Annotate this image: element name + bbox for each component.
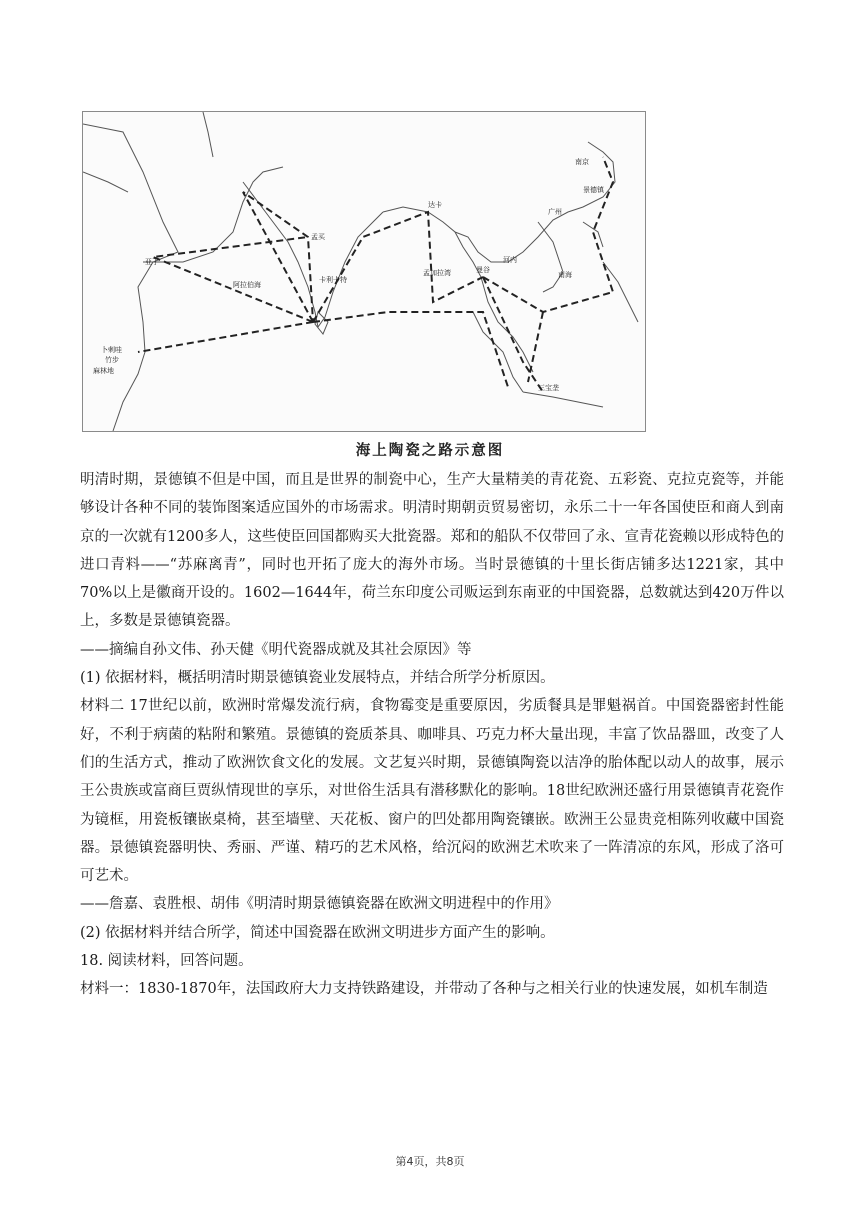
label-zhubu: 竹步 <box>105 356 119 364</box>
label-aden: 亚丁 <box>145 258 159 266</box>
label-mengmai: 孟买 <box>311 233 325 241</box>
label-calicut: 卡利卡特 <box>319 276 347 284</box>
trade-routes <box>138 157 613 392</box>
label-malindi: 麻林地 <box>93 367 114 375</box>
label-south-sea: 南海 <box>558 271 572 279</box>
label-nanjing: 南京 <box>575 158 589 166</box>
label-mogadishu: 卜剌哇 <box>101 346 122 354</box>
paragraph-material-one: 明清时期，景德镇不但是中国，而且是世界的制瓷中心，生产大量精美的青花瓷、五彩瓷、克拉克瓷等，并能够设计各种不同的装饰图案适应国外的市场需求。明清时期朝贡贸易密切，永乐二十一年各国使臣和商人到南京的一次就有1200多人，这些使臣回国都购买大批瓷器。郑和的船队不仅带回了永、宣青花瓷赖以形成特色的进口青料——“苏麻离青”，同时也开拓了庞大的海外市场。当时景德镇的十里长街店铺多达1221家，其中70%以上是徽商开设的。1602—1644年，荷兰东印度公司贩运到东南亚的中国瓷器，总数就达到420万件以上，多数是景德镇瓷器。 <box>80 472 784 630</box>
question-two: (2) 依据材料并结合所学，简述中国瓷器在欧洲文明进步方面产生的影响。 <box>80 924 555 941</box>
sea-porcelain-route-map <box>82 111 646 432</box>
label-daka: 达卡 <box>428 201 442 209</box>
paragraph-18-material-one: 材料一：1830-1870年，法国政府大力支持铁路建设，并带动了各种与之相关行业的快速发展，如机车制造 <box>80 981 768 998</box>
label-guangzhou: 广州 <box>548 208 562 216</box>
label-bay-of-bengal: 孟加拉湾 <box>423 269 451 277</box>
map-svg <box>83 112 645 431</box>
label-hanoi: 河内 <box>503 256 517 264</box>
label-sanbaolong: 三宝垄 <box>538 384 559 392</box>
citation-two: ——詹嘉、袁胜根、胡伟《明清时期景德镇瓷器在欧洲文明进程中的作用》 <box>80 896 559 913</box>
question-one: (1) 依据材料，概括明清时期景德镇瓷业发展特点，并结合所学分析原因。 <box>80 670 555 687</box>
label-arabian-sea: 阿拉伯海 <box>233 281 261 289</box>
paragraph-material-two: 材料二 17世纪以前，欧洲时常爆发流行病，食物霉变是重要原因，劣质餐具是罪魁祸首。中国瓷器密封性能好，不利于病菌的粘附和繁殖。景德镇的瓷质茶具、咖啡具、巧克力杯大量出现，丰富了饮品器皿，改变了人们的生活方式，推动了欧洲饮食文化的发展。文艺复兴时期，景德镇陶瓷以洁净的胎体配以动人的故事，展示王公贵族或富商巨贾纵情现世的享乐，对世俗生活具有潜移默化的影响。18世纪欧洲还盛行用景德镇青花瓷作为镜框，用瓷板镶嵌桌椅，甚至墙壁、天花板、窗户的凹处都用陶瓷镶嵌。欧洲王公显贵竞相陈列收藏中国瓷器。景德镇瓷器明快、秀丽、严谨、精巧的艺术风格，给沉闷的欧洲艺术吹来了一阵清凉的东风，形成了洛可可艺术。 <box>80 698 784 885</box>
label-jingdezhen: 景德镇 <box>583 186 604 194</box>
citation-one: ——摘编自孙文伟、孙天健《明代瓷器成就及其社会原因》等 <box>80 641 472 658</box>
map-caption: 海上陶瓷之路示意图 <box>355 443 505 459</box>
page-footer: 第4页，共8页 <box>395 1155 465 1168</box>
label-bangkok: 曼谷 <box>476 266 490 274</box>
question-18-heading: 18. 阅读材料，回答问题。 <box>80 953 253 970</box>
document-body <box>80 466 784 1004</box>
